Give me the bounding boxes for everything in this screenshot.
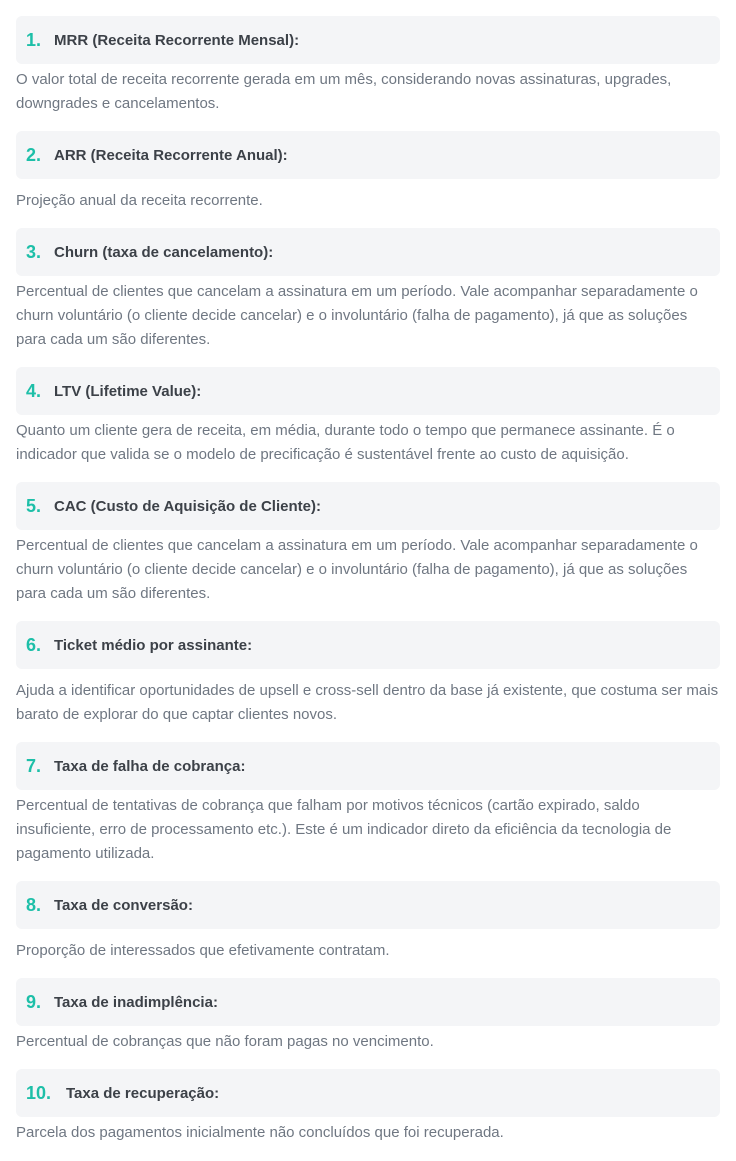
metric-number: 8. — [26, 894, 42, 915]
metric-header-mrr — [16, 16, 720, 64]
metric-number: 3. — [26, 241, 42, 262]
metric-description: Percentual de clientes que cancelam a assinatura em um período. Vale acompanhar separadamente o churn voluntário (o cliente decide cancelar) e o involuntário (falha de pagamento), já que as soluções para cada um são diferentes. — [16, 537, 698, 602]
metric-title: ARR (Receita Recorrente Anual): — [54, 146, 288, 164]
metric-number: 10. — [26, 1082, 52, 1103]
metric-number: 7. — [26, 755, 42, 776]
metric-description: Ajuda a identificar oportunidades de upsell e cross-sell dentro da base já existente, que costuma ser mais barato de explorar do que captar clientes novos. — [16, 682, 719, 723]
metric-header-ticket — [16, 621, 720, 669]
metric-title: Taxa de falha de cobrança: — [54, 757, 246, 775]
metric-header-ltv — [16, 367, 720, 415]
metric-description: Percentual de clientes que cancelam a assinatura em um período. Vale acompanhar separadamente o churn voluntário (o cliente decide cancelar) e o involuntário (falha de pagamento), já que as soluções para cada um são diferentes. — [16, 283, 698, 348]
metric-number: 4. — [26, 380, 42, 401]
metric-header-churn — [16, 228, 720, 276]
metric-title: MRR (Receita Recorrente Mensal): — [54, 31, 300, 49]
metric-header-recuperacao — [16, 1069, 720, 1117]
metric-title: Ticket médio por assinante: — [54, 636, 253, 654]
metric-description: Percentual de cobranças que não foram pagas no vencimento. — [16, 1033, 434, 1050]
metric-number: 5. — [26, 495, 42, 516]
metric-header-inadimplencia — [16, 978, 720, 1026]
metric-number: 9. — [26, 991, 42, 1012]
metric-header-cac — [16, 482, 720, 530]
metric-title: Churn (taxa de cancelamento): — [54, 243, 274, 261]
metric-title: Taxa de inadimplência: — [54, 993, 218, 1011]
metric-description: Projeção anual da receita recorrente. — [16, 192, 263, 209]
metric-title: CAC (Custo de Aquisição de Cliente): — [54, 497, 321, 515]
metric-title: LTV (Lifetime Value): — [54, 382, 202, 400]
metric-title: Taxa de recuperação: — [66, 1084, 220, 1102]
metric-title: Taxa de conversão: — [54, 896, 193, 914]
metric-description: Quanto um cliente gera de receita, em média, durante todo o tempo que permanece assinante. É o indicador que valida se o modelo de precificação é sustentável frente ao custo de aquisição. — [16, 422, 675, 463]
metric-description: Parcela dos pagamentos inicialmente não concluídos que foi recuperada. — [16, 1124, 504, 1141]
metric-description: Proporção de interessados que efetivamente contratam. — [16, 942, 390, 959]
metric-number: 1. — [26, 29, 42, 50]
metric-header-falha — [16, 742, 720, 790]
metric-description: Percentual de tentativas de cobrança que falham por motivos técnicos (cartão expirado, saldo insuficiente, erro de processamento etc.). Este é um indicador direto da eficiência da tecnologia de pagamento utilizada. — [16, 797, 672, 862]
metric-description: O valor total de receita recorrente gerada em um mês, considerando novas assinaturas, upgrades, downgrades e cancelamentos. — [16, 71, 672, 112]
metric-number: 2. — [26, 144, 42, 165]
metric-header-conversao — [16, 881, 720, 929]
metric-header-arr — [16, 131, 720, 179]
metric-number: 6. — [26, 634, 42, 655]
